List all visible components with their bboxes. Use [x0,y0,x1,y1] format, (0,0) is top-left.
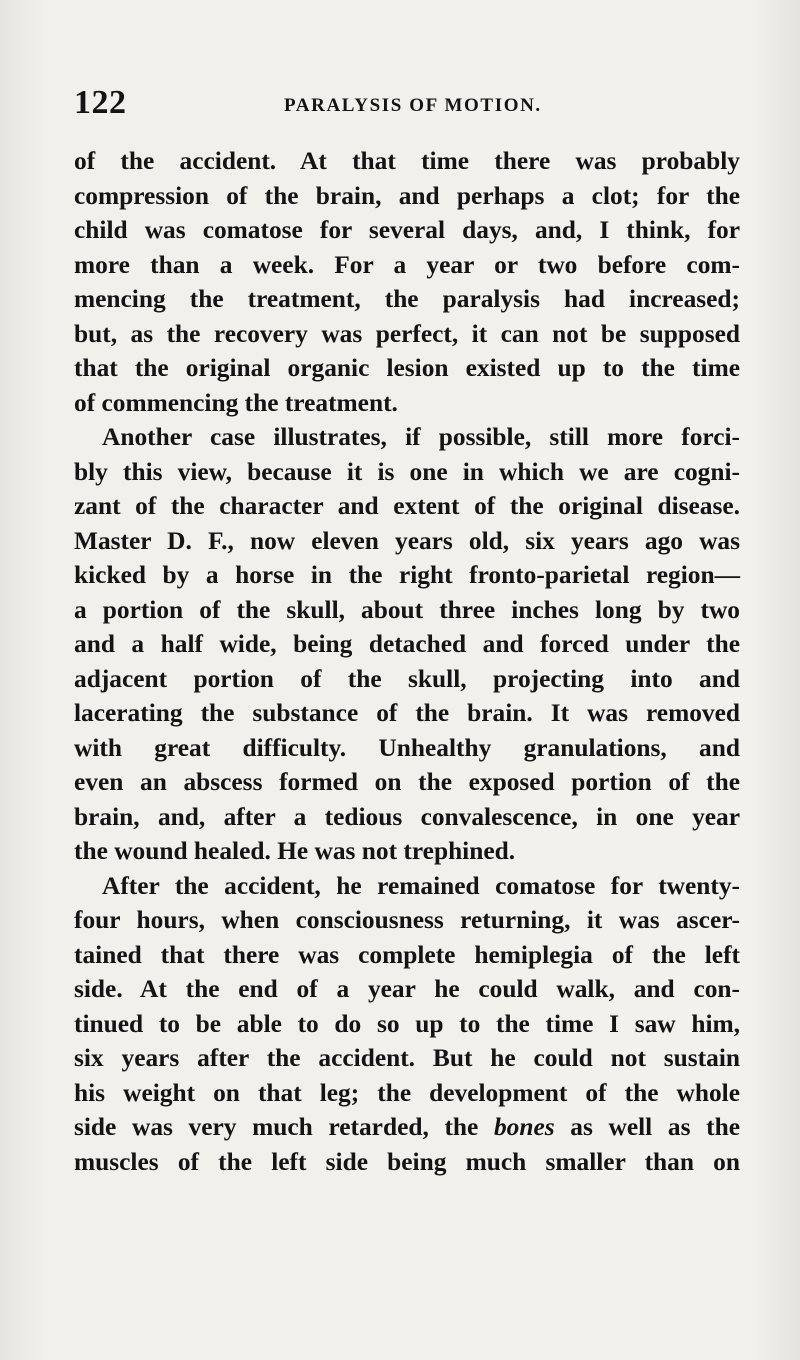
text-line: kicked by a horse in the right fronto-parietal region— [74,561,740,589]
text-line: Another case illustrates, if possible, still more forci- [102,423,740,451]
italic-word: bones [493,1113,555,1141]
page-number: 122 [74,84,127,121]
text-line: and a half wide, being detached and forced under the [74,630,740,658]
body-text [74,144,740,1179]
text-line: but, as the recovery was perfect, it can not be supposed [74,319,740,348]
text-line: tinued to be able to do so up to the time I saw him, [74,1009,740,1038]
text-line: brain, and, after a tedious convalescence, in one year [74,802,740,831]
text-line: adjacent portion of the skull, projecting into and [74,664,740,693]
text-line: tained that there was complete hemiplegia of the left [74,940,740,969]
text-line: zant of the character and extent of the original disease. [74,492,740,520]
text-line: six years after the accident. But he could not sustain [74,1044,740,1072]
text-line: with great difficulty. Unhealthy granulations, and [74,733,740,762]
text-line: side. At the end of a year he could walk, and con- [74,975,740,1003]
text-line: that the original organic lesion existed up to the time [74,354,740,382]
text-line: Master D. F., now eleven years old, six years ago was [74,526,740,555]
text-line: muscles of the left side being much smaller than on [74,1147,740,1176]
text-line: the wound healed. He was not trephined. [74,837,516,865]
text-line: After the accident, he remained comatose for twenty- [102,871,740,900]
text-line: bly this view, because it is one in which we are cogni- [74,457,740,486]
text-line: lacerating the substance of the brain. It was removed [74,699,740,727]
text-line: a portion of the skull, about three inches long by two [74,595,740,624]
text-line [74,1110,740,1145]
text-line: mencing the treatment, the paralysis had increased; [74,285,740,313]
text-segment: side was very much retarded, the [74,1113,479,1141]
text-line: more than a week. For a year or two before com- [74,250,740,279]
page-header [0,86,800,126]
text-line: even an abscess formed on the exposed portion of the [74,768,740,796]
text-line: four hours, when consciousness returning, it was ascer- [74,906,740,934]
text-line: of the accident. At that time there was probably [74,147,740,175]
text-segment: as well as the [570,1113,740,1141]
text-line: compression of the brain, and perhaps a clot; for the [74,181,740,210]
text-line: of commencing the treatment. [74,388,398,417]
text-line: child was comatose for several days, and, I think, for [74,216,740,244]
running-head: PARALYSIS OF MOTION. [284,95,542,116]
text-line: his weight on that leg; the development of the whole [74,1078,740,1107]
